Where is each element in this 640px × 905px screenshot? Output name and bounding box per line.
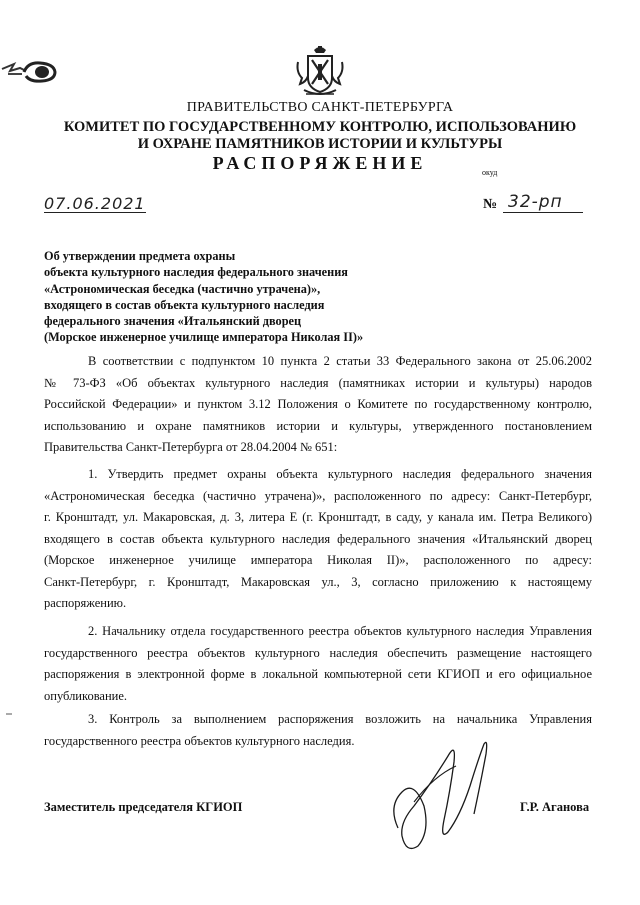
preamble-paragraph — [44, 351, 592, 459]
paragraph-line: (Морское инженерное училище императора Николая II)», расположенного по адресу: — [44, 553, 592, 567]
handwritten-date: 07.06.2021 — [44, 194, 146, 213]
paragraph-line: «Астрономическая беседка (частично утрачена)», расположенного по адресу: Санкт-Петербург, — [44, 488, 592, 503]
committee-name-line2: И ОХРАНЕ ПАМЯТНИКОВ ИСТОРИИ И КУЛЬТУРЫ — [137, 136, 503, 152]
handwritten-signature-icon — [384, 736, 504, 856]
subject-line: Об утверждении предмета охраны — [44, 249, 236, 263]
order-item-2 — [44, 621, 592, 707]
order-item-3 — [44, 709, 592, 752]
paragraph-line: В соответствии с подпунктом 10 пункта 2 статьи 33 Федерального закона от 25.06.2002 — [88, 354, 592, 368]
date-underline — [44, 212, 146, 213]
paragraph-line: Санкт-Петербург, г. Кронштадт, Макаровская ул., 3, согласно приложению к настоящему — [44, 574, 592, 589]
government-name: ПРАВИТЕЛЬСТВО САНКТ-ПЕТЕРБУРГА — [186, 100, 454, 115]
paragraph-line: опубликование. — [44, 688, 128, 703]
binding-mark-icon — [0, 52, 64, 86]
signer-name: Г.Р. Аганова — [520, 800, 590, 814]
number-underline — [503, 212, 583, 213]
subject-line: «Астрономическая беседка (частично утрачена)», — [44, 281, 321, 296]
paragraph-line: распоряжению. — [44, 596, 127, 610]
paragraph-line: 2. Начальнику отдела государственного реестра объектов культурного наследия Управления — [88, 624, 592, 638]
document-type-title: РАСПОРЯЖЕНИЕ — [212, 153, 428, 173]
paragraph-line: государственного реестра объектов культурного наследия. — [44, 733, 355, 748]
paragraph-line: распоряжения в электронной форме в локальной компьютерной сети КГИОП и его официальное — [44, 667, 592, 681]
paragraph-line: 3. Контроль за выполнением распоряжения возложить на начальника Управления — [88, 712, 592, 726]
paragraph-line: № 73-ФЗ «Об объектах культурного наследия (памятниках истории и культуры) народов — [44, 375, 592, 390]
subject-line: входящего в состав объекта культурного наследия — [44, 297, 325, 312]
order-item-1 — [44, 464, 592, 615]
paragraph-line: входящего в состав объекта культурного наследия федерального значения «Итальянский дворец — [44, 531, 592, 546]
paragraph-line: использованию и охране памятников истории и культуры, утвержденного постановлением — [44, 418, 592, 433]
paragraph-line: Российской Федерации» и пунктом 3.12 Положения о Комитете по государственному контролю, — [44, 397, 592, 411]
scan-mark — [6, 713, 12, 715]
handwritten-number: 32-рп — [508, 192, 563, 212]
committee-name-line1: КОМИТЕТ ПО ГОСУДАРСТВЕННОМУ КОНТРОЛЮ, ИСПОЛЬЗОВАНИЮ — [63, 119, 577, 135]
subject-line: федерального значения «Итальянский дворец — [44, 314, 302, 329]
subject-line: (Морское инженерное училище императора Николая II)» — [44, 330, 364, 345]
number-label: № — [483, 197, 498, 212]
paragraph-line: Правительства Санкт-Петербурга от 28.04.2004 № 651: — [44, 440, 338, 454]
signer-title: Заместитель председателя КГИОП — [44, 800, 243, 814]
paragraph-line: государственного реестра объектов культурного наследия обеспечить размещение настоящего — [44, 645, 592, 660]
subject-line: объекта культурного наследия федерального значения — [44, 265, 348, 280]
st-petersburg-coat-of-arms-icon — [294, 44, 346, 98]
paragraph-line: г. Кронштадт, ул. Макаровская, д. 3, литера Е (г. Кронштадт, в саду, у канала им. Петра Великого) — [44, 510, 592, 524]
paragraph-line: 1. Утвердить предмет охраны объекта культурного наследия федерального значения — [88, 467, 592, 481]
document-subject — [44, 248, 464, 346]
okud-label: окуд — [482, 168, 498, 177]
